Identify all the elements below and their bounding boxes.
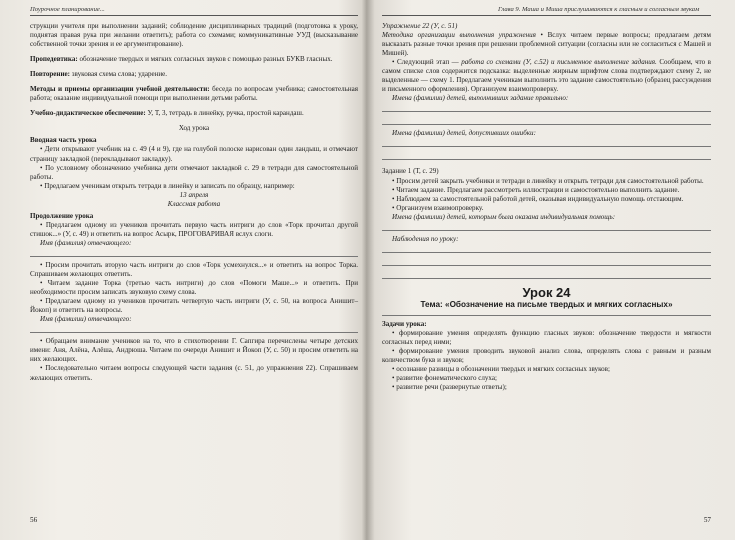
- repetition-label: Повторение:: [30, 70, 70, 79]
- step-text: Сообщаем, что в самом списке слов содержится подсказка: выделенные жирным шрифтом слова подтверждают схему 2, не выделенные — схему 1. Предлагаем ученикам выполнить это задание самостоятельно (образец рассуждения и письменного оформления). Организуем взаимопроверку.: [382, 58, 712, 94]
- answer-line: [382, 244, 711, 253]
- paragraph: cтрукции учителя при выполнении заданий; соблюдение дисциплинарных традиций (подготовка к уроку, поднятая правая рука при желании ответить); работа со схемами; коммуникативные УУД (высказывание собственной точки зрения и ее аргументирование).: [30, 22, 358, 49]
- equipment-text: У, Т, 3, тетрадь в линейку, ручка, простой карандаш.: [145, 109, 304, 118]
- answer-line: [382, 151, 711, 160]
- answer-field-label: Имена (фамилии) детей, которым была оказана индивидуальная помощь:: [392, 212, 616, 221]
- paragraph: [30, 85, 358, 103]
- paragraph: [382, 31, 711, 58]
- step-text: • Следующий этап —: [392, 58, 462, 67]
- equipment-label: Учебно-дидактическое обеспечение:: [30, 109, 146, 118]
- lesson-topic: Тема: «Обозначение на письме твердых и мягких согласных»: [420, 299, 673, 309]
- bullet-item: • Обращаем внимание учеников на то, что в стихотворении Г. Сапгира перечислены четыре детских имени: Аня, Алёна, Алёша, Андрюша. Читаем по очереди Анишит и Йокоп (У, с. 50) и просим ответить на них желающих.: [30, 337, 358, 364]
- answer-line: [30, 324, 358, 333]
- bullet-item: • Читаем задание. Предлагаем рассмотреть иллюстрации и самостоятельно выполнить задание.: [392, 185, 680, 194]
- repetition-text: звуковая схема слова; ударение.: [70, 70, 168, 79]
- methods-text: беседа по вопросам учебника; самостоятельная работа; оказание индивидуальной помощи при выполнении детьми работы.: [30, 85, 358, 103]
- bullet-item: • формирование умения проводить звуковой анализ слова, определять слова с равным и разным количеством букв и звуков;: [382, 346, 711, 364]
- page-number: 57: [703, 516, 711, 524]
- bullet-item: • Предлагаем ученикам открыть тетради в линейку и записать по образцу, например:: [40, 181, 295, 190]
- sample-classwork: Классная работа: [167, 199, 221, 208]
- bullet-item: • Читаем задание Торка (третью часть интриги) до слов «Помоги Маше...» и ответить. При необходимости просим записать звуковую схему слова.: [30, 279, 358, 297]
- bullet-item: [382, 58, 711, 94]
- bullet-item: • Дети открывают учебник на с. 49 (4 и 9), где на голубой полоске нарисован один ландыш, и отмечают страницу закладкой (перекладывают закладку).: [30, 145, 358, 163]
- answer-line: [382, 270, 711, 279]
- bullet-item: • Наблюдаем за самостоятельной работой детей, оказывая индивидуальную помощь отстающим.: [392, 194, 684, 203]
- answer-field-label: Имена (фамилии) детей, выполнивших задание правильно:: [392, 94, 569, 103]
- lesson-number: Урок 24: [522, 284, 571, 300]
- paragraph: [30, 109, 358, 118]
- answer-field-label: Имя (фамилия) отвечающего:: [40, 238, 132, 247]
- bullet-item: • Предлагаем одному из учеников прочитать первую часть интриги до слов «Торк прочитал другой стишок...» (У, с. 49) и ответить на вопрос Асырк, ПРОГОВАРИВАЯ вслух слоги.: [30, 220, 358, 238]
- propaedeutics-text: обозначение твердых и мягких согласных звуков с помощью разных БУКВ гласных.: [77, 55, 333, 64]
- answer-field-label: Имя (фамилии) отвечающего:: [40, 315, 132, 324]
- methods-label: Методы и приемы организации учебной деятельности:: [30, 85, 210, 94]
- answer-line: [382, 138, 711, 147]
- left-page: [0, 0, 362, 540]
- paragraph: [30, 70, 358, 79]
- answer-line: [382, 257, 711, 266]
- answer-field-label: Имена (фамилии) детей, допустивших ошибки:: [392, 129, 536, 138]
- bullet-item: • развитие фонематического слуха;: [392, 374, 497, 383]
- right-page: [368, 0, 735, 540]
- answer-line: [382, 222, 711, 231]
- method-text: • Вслух читаем первые вопросы; предлагаем детям высказать разные точки зрения при решении проблемной ситуации (согласны или не согласиться с Машей и Мишей).: [382, 31, 711, 58]
- left-page-body: [30, 22, 358, 383]
- step-emphasis: работа со схемами (У, с.52) и письменное выполнение задания.: [461, 58, 657, 67]
- sample-date: 13 апреля: [179, 190, 209, 199]
- bullet-item: • развитие речи (развернутые ответы);: [392, 383, 507, 392]
- section-heading: Ход урока: [178, 124, 210, 133]
- divider: [382, 315, 711, 316]
- section-subheading: Продолжение урока: [30, 211, 94, 220]
- bullet-item: • Предлагаем одному из учеников прочитать четвертую часть интриги (У, с. 50, на вопроса Анишит–Йокоп) и ответить на вопросы.: [30, 297, 358, 315]
- section-subheading: Вводная часть урока: [30, 136, 97, 145]
- bullet-item: • Просим прочитать вторую часть интриги до слов «Торк усмехнулся...» и ответить на вопрос Торка. Спрашиваем желающих ответить.: [30, 260, 358, 279]
- bullet-item: • формирование умения определять функцию гласных звуков: обозначение твердости и мягкости согласных перед ними;: [382, 328, 711, 346]
- running-header: Глава 9. Маша и Миша прислушиваются к гласным и согласным звукам: [498, 6, 700, 13]
- bullet-item: • Организуем взаимопроверку.: [392, 203, 484, 212]
- bullet-item: • Просим детей закрыть учебники и тетради в линейку и открыть тетради для самостоятельной работы.: [392, 176, 704, 185]
- bullet-item: • осознание разницы в обозначении твердых и мягких согласных звуков;: [392, 365, 610, 374]
- header-rule: [30, 15, 358, 16]
- section-subheading: Задачи урока:: [382, 319, 427, 328]
- header-rule: [382, 15, 711, 16]
- task-title: Задание 1 (Т, с. 29): [382, 167, 439, 176]
- answer-line: [30, 248, 358, 257]
- bullet-item: • Последовательно читаем вопросы следующей части задания (с. 51, до упражнения 22). Спрашиваем желающих ответить.: [30, 364, 358, 382]
- propaedeutics-label: Пропедевтика:: [30, 55, 78, 64]
- method-label: Методика организации выполнения упражнения: [382, 31, 536, 40]
- page-number: 56: [30, 516, 38, 524]
- answer-field-label: Наблюдения по уроку:: [392, 234, 459, 243]
- right-page-body: [382, 22, 711, 392]
- running-header: Поурочное планирование...: [30, 6, 105, 13]
- answer-line: [382, 116, 711, 125]
- paragraph: [30, 55, 358, 64]
- bullet-item: • По условному обозначению учебника дети отмечают закладкой с. 29 в тетради для самостоятельной работы.: [30, 163, 358, 181]
- answer-line: [382, 103, 711, 112]
- exercise-title: Упражнение 22 (У, с. 51): [382, 22, 458, 30]
